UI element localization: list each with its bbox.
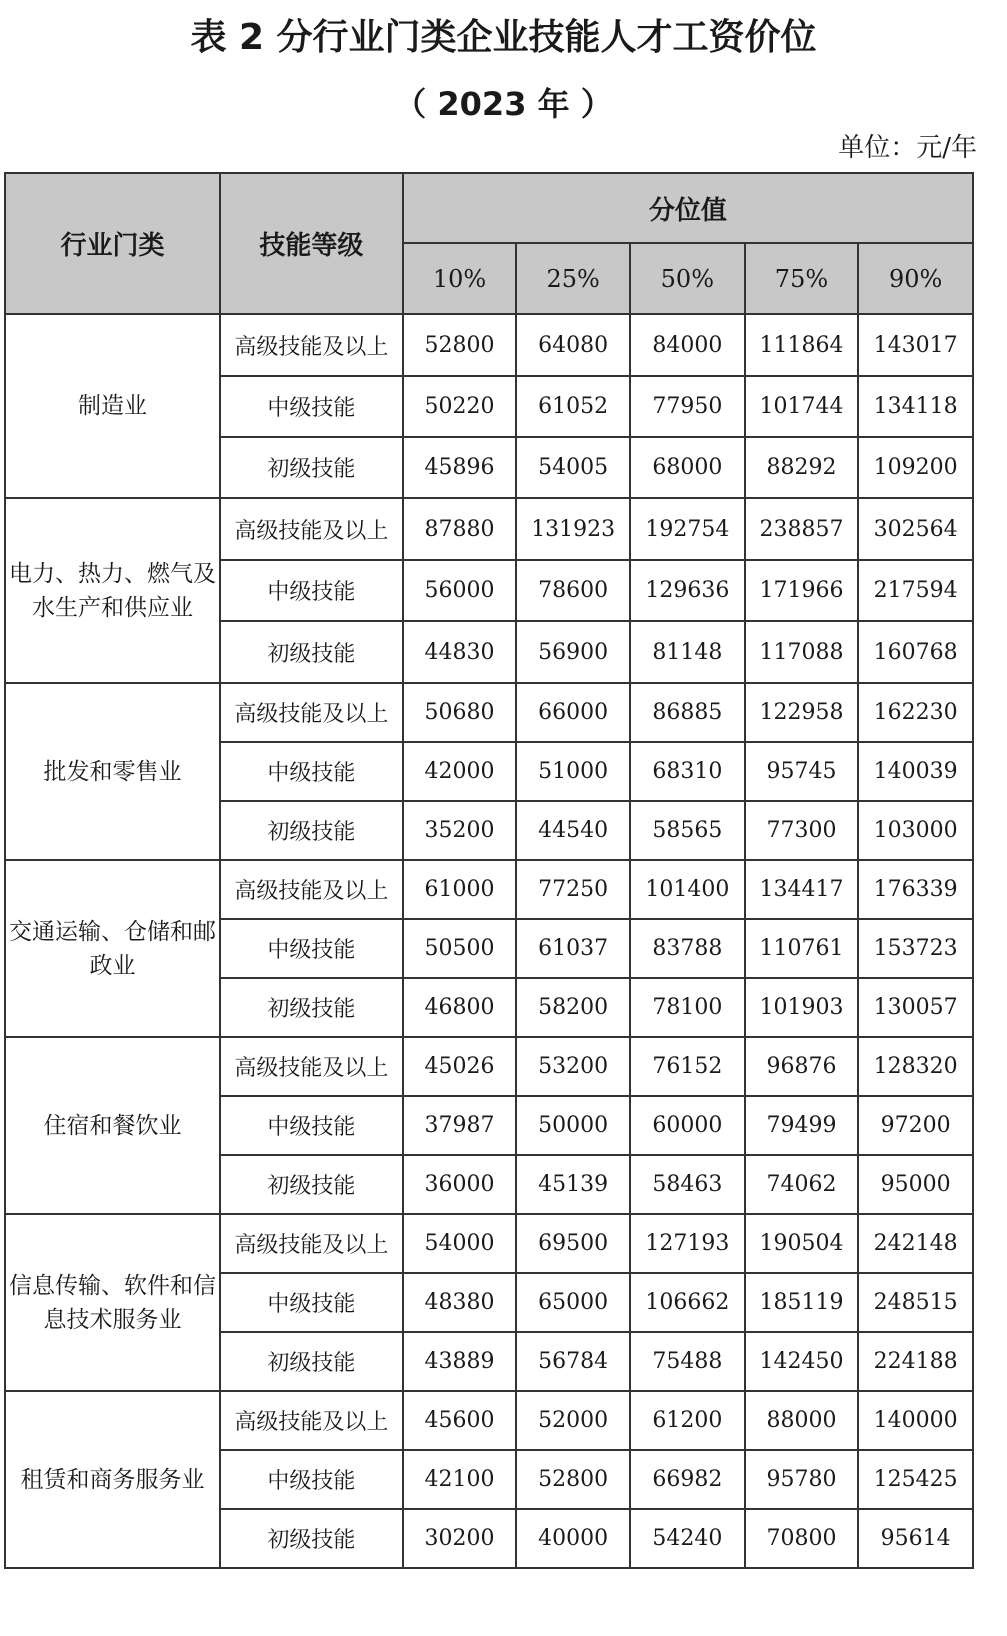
header-industry: 行业门类 xyxy=(5,173,220,314)
wage-value-cell: 106662 xyxy=(630,1273,745,1332)
wage-value-cell: 52000 xyxy=(516,1391,630,1450)
wage-value-cell: 78100 xyxy=(630,978,745,1037)
header-percentile-90: 90% xyxy=(858,243,973,314)
skill-level-cell: 中级技能 xyxy=(220,1450,403,1509)
wage-value-cell: 190504 xyxy=(745,1214,859,1273)
wage-value-cell: 248515 xyxy=(858,1273,973,1332)
wage-value-cell: 50000 xyxy=(516,1096,630,1155)
wage-value-cell: 45896 xyxy=(403,437,517,498)
wage-value-cell: 45026 xyxy=(403,1037,517,1096)
wage-value-cell: 140000 xyxy=(858,1391,973,1450)
wage-value-cell: 56784 xyxy=(516,1332,630,1391)
wage-value-cell: 111864 xyxy=(745,314,859,376)
wage-value-cell: 51000 xyxy=(516,742,630,801)
skill-level-cell: 高级技能及以上 xyxy=(220,498,403,560)
table-row xyxy=(5,683,973,742)
wage-value-cell: 242148 xyxy=(858,1214,973,1273)
header-percentile-25: 25% xyxy=(516,243,630,314)
table-subtitle-year: （ 2023 年 ） xyxy=(394,85,613,123)
skill-level-cell: 中级技能 xyxy=(220,742,403,801)
wage-value-cell: 88000 xyxy=(745,1391,859,1450)
skill-level-cell: 初级技能 xyxy=(220,621,403,683)
header-percentile-75: 75% xyxy=(745,243,859,314)
wage-value-cell: 95000 xyxy=(858,1155,973,1214)
wage-value-cell: 81148 xyxy=(630,621,745,683)
industry-cell: 电力、热力、燃气及水生产和供应业 xyxy=(5,498,220,683)
wage-value-cell: 56000 xyxy=(403,560,517,621)
wage-value-cell: 127193 xyxy=(630,1214,745,1273)
skill-level-cell: 中级技能 xyxy=(220,560,403,621)
skill-level-cell: 中级技能 xyxy=(220,376,403,437)
skill-level-cell: 高级技能及以上 xyxy=(220,314,403,376)
industry-cell: 住宿和餐饮业 xyxy=(5,1037,220,1214)
wage-value-cell: 185119 xyxy=(745,1273,859,1332)
wage-value-cell: 129636 xyxy=(630,560,745,621)
skill-level-cell: 高级技能及以上 xyxy=(220,1037,403,1096)
wage-value-cell: 88292 xyxy=(745,437,859,498)
wage-value-cell: 68000 xyxy=(630,437,745,498)
wage-value-cell: 142450 xyxy=(745,1332,859,1391)
wage-value-cell: 130057 xyxy=(858,978,973,1037)
wage-value-cell: 53200 xyxy=(516,1037,630,1096)
skill-level-cell: 初级技能 xyxy=(220,801,403,860)
skill-level-cell: 高级技能及以上 xyxy=(220,860,403,919)
wage-value-cell: 35200 xyxy=(403,801,517,860)
wage-value-cell: 50680 xyxy=(403,683,517,742)
wage-value-cell: 302564 xyxy=(858,498,973,560)
wage-value-cell: 125425 xyxy=(858,1450,973,1509)
table-row xyxy=(5,1214,973,1273)
skill-level-cell: 初级技能 xyxy=(220,1509,403,1568)
wage-value-cell: 61200 xyxy=(630,1391,745,1450)
wage-value-cell: 171966 xyxy=(745,560,859,621)
wage-value-cell: 153723 xyxy=(858,919,973,978)
wage-value-cell: 95614 xyxy=(858,1509,973,1568)
wage-value-cell: 48380 xyxy=(403,1273,517,1332)
wage-value-cell: 176339 xyxy=(858,860,973,919)
wage-value-cell: 70800 xyxy=(745,1509,859,1568)
wage-value-cell: 109200 xyxy=(858,437,973,498)
wage-value-cell: 77250 xyxy=(516,860,630,919)
wage-value-cell: 58200 xyxy=(516,978,630,1037)
industry-cell: 制造业 xyxy=(5,314,220,498)
wage-value-cell: 103000 xyxy=(858,801,973,860)
wage-value-cell: 95745 xyxy=(745,742,859,801)
wage-table xyxy=(4,172,974,1569)
wage-value-cell: 42100 xyxy=(403,1450,517,1509)
wage-value-cell: 30200 xyxy=(403,1509,517,1568)
wage-value-cell: 101903 xyxy=(745,978,859,1037)
wage-value-cell: 131923 xyxy=(516,498,630,560)
table-title: 表 2 分行业门类企业技能人才工资价位 xyxy=(190,17,817,58)
skill-level-cell: 中级技能 xyxy=(220,1273,403,1332)
wage-value-cell: 238857 xyxy=(745,498,859,560)
wage-value-cell: 77950 xyxy=(630,376,745,437)
skill-level-cell: 高级技能及以上 xyxy=(220,683,403,742)
wage-value-cell: 75488 xyxy=(630,1332,745,1391)
wage-value-cell: 37987 xyxy=(403,1096,517,1155)
wage-value-cell: 160768 xyxy=(858,621,973,683)
wage-value-cell: 45139 xyxy=(516,1155,630,1214)
wage-value-cell: 78600 xyxy=(516,560,630,621)
wage-value-cell: 45600 xyxy=(403,1391,517,1450)
wage-value-cell: 224188 xyxy=(858,1332,973,1391)
table-header xyxy=(5,173,973,314)
wage-value-cell: 76152 xyxy=(630,1037,745,1096)
wage-value-cell: 42000 xyxy=(403,742,517,801)
header-percentile-50: 50% xyxy=(630,243,745,314)
skill-level-cell: 高级技能及以上 xyxy=(220,1391,403,1450)
wage-value-cell: 52800 xyxy=(516,1450,630,1509)
skill-level-cell: 中级技能 xyxy=(220,1096,403,1155)
header-percentile-10: 10% xyxy=(403,243,517,314)
wage-value-cell: 64080 xyxy=(516,314,630,376)
header-quantile: 分位值 xyxy=(403,173,973,243)
wage-value-cell: 60000 xyxy=(630,1096,745,1155)
industry-cell: 批发和零售业 xyxy=(5,683,220,860)
wage-value-cell: 36000 xyxy=(403,1155,517,1214)
wage-value-cell: 74062 xyxy=(745,1155,859,1214)
wage-value-cell: 192754 xyxy=(630,498,745,560)
wage-value-cell: 134118 xyxy=(858,376,973,437)
wage-value-cell: 66982 xyxy=(630,1450,745,1509)
wage-value-cell: 40000 xyxy=(516,1509,630,1568)
wage-value-cell: 117088 xyxy=(745,621,859,683)
wage-value-cell: 162230 xyxy=(858,683,973,742)
wage-value-cell: 110761 xyxy=(745,919,859,978)
skill-level-cell: 初级技能 xyxy=(220,1155,403,1214)
wage-value-cell: 56900 xyxy=(516,621,630,683)
wage-value-cell: 128320 xyxy=(858,1037,973,1096)
wage-value-cell: 143017 xyxy=(858,314,973,376)
wage-value-cell: 134417 xyxy=(745,860,859,919)
wage-value-cell: 77300 xyxy=(745,801,859,860)
table-row xyxy=(5,314,973,376)
skill-level-cell: 初级技能 xyxy=(220,978,403,1037)
wage-value-cell: 52800 xyxy=(403,314,517,376)
wage-value-cell: 44830 xyxy=(403,621,517,683)
wage-value-cell: 97200 xyxy=(858,1096,973,1155)
wage-value-cell: 54005 xyxy=(516,437,630,498)
wage-value-cell: 61000 xyxy=(403,860,517,919)
wage-value-cell: 44540 xyxy=(516,801,630,860)
wage-value-cell: 84000 xyxy=(630,314,745,376)
header-skill-level: 技能等级 xyxy=(220,173,403,314)
wage-value-cell: 43889 xyxy=(403,1332,517,1391)
wage-value-cell: 101400 xyxy=(630,860,745,919)
table-row xyxy=(5,1391,973,1450)
table-row xyxy=(5,1037,973,1096)
wage-value-cell: 46800 xyxy=(403,978,517,1037)
industry-cell: 租赁和商务服务业 xyxy=(5,1391,220,1568)
wage-value-cell: 61052 xyxy=(516,376,630,437)
table-row xyxy=(5,860,973,919)
wage-value-cell: 65000 xyxy=(516,1273,630,1332)
industry-cell: 信息传输、软件和信息技术服务业 xyxy=(5,1214,220,1391)
unit-label: 单位：元/年 xyxy=(838,133,977,163)
skill-level-cell: 中级技能 xyxy=(220,919,403,978)
table-row xyxy=(5,498,973,560)
wage-value-cell: 58565 xyxy=(630,801,745,860)
wage-value-cell: 122958 xyxy=(745,683,859,742)
wage-value-cell: 101744 xyxy=(745,376,859,437)
wage-value-cell: 217594 xyxy=(858,560,973,621)
wage-value-cell: 69500 xyxy=(516,1214,630,1273)
wage-value-cell: 95780 xyxy=(745,1450,859,1509)
table-body xyxy=(5,314,973,1568)
wage-value-cell: 96876 xyxy=(745,1037,859,1096)
wage-value-cell: 54000 xyxy=(403,1214,517,1273)
wage-value-cell: 54240 xyxy=(630,1509,745,1568)
wage-value-cell: 79499 xyxy=(745,1096,859,1155)
wage-value-cell: 68310 xyxy=(630,742,745,801)
wage-value-cell: 83788 xyxy=(630,919,745,978)
wage-value-cell: 86885 xyxy=(630,683,745,742)
skill-level-cell: 初级技能 xyxy=(220,1332,403,1391)
industry-cell: 交通运输、仓储和邮政业 xyxy=(5,860,220,1037)
wage-value-cell: 66000 xyxy=(516,683,630,742)
skill-level-cell: 高级技能及以上 xyxy=(220,1214,403,1273)
wage-value-cell: 50500 xyxy=(403,919,517,978)
skill-level-cell: 初级技能 xyxy=(220,437,403,498)
wage-value-cell: 61037 xyxy=(516,919,630,978)
wage-value-cell: 140039 xyxy=(858,742,973,801)
wage-value-cell: 87880 xyxy=(403,498,517,560)
wage-value-cell: 50220 xyxy=(403,376,517,437)
wage-value-cell: 58463 xyxy=(630,1155,745,1214)
